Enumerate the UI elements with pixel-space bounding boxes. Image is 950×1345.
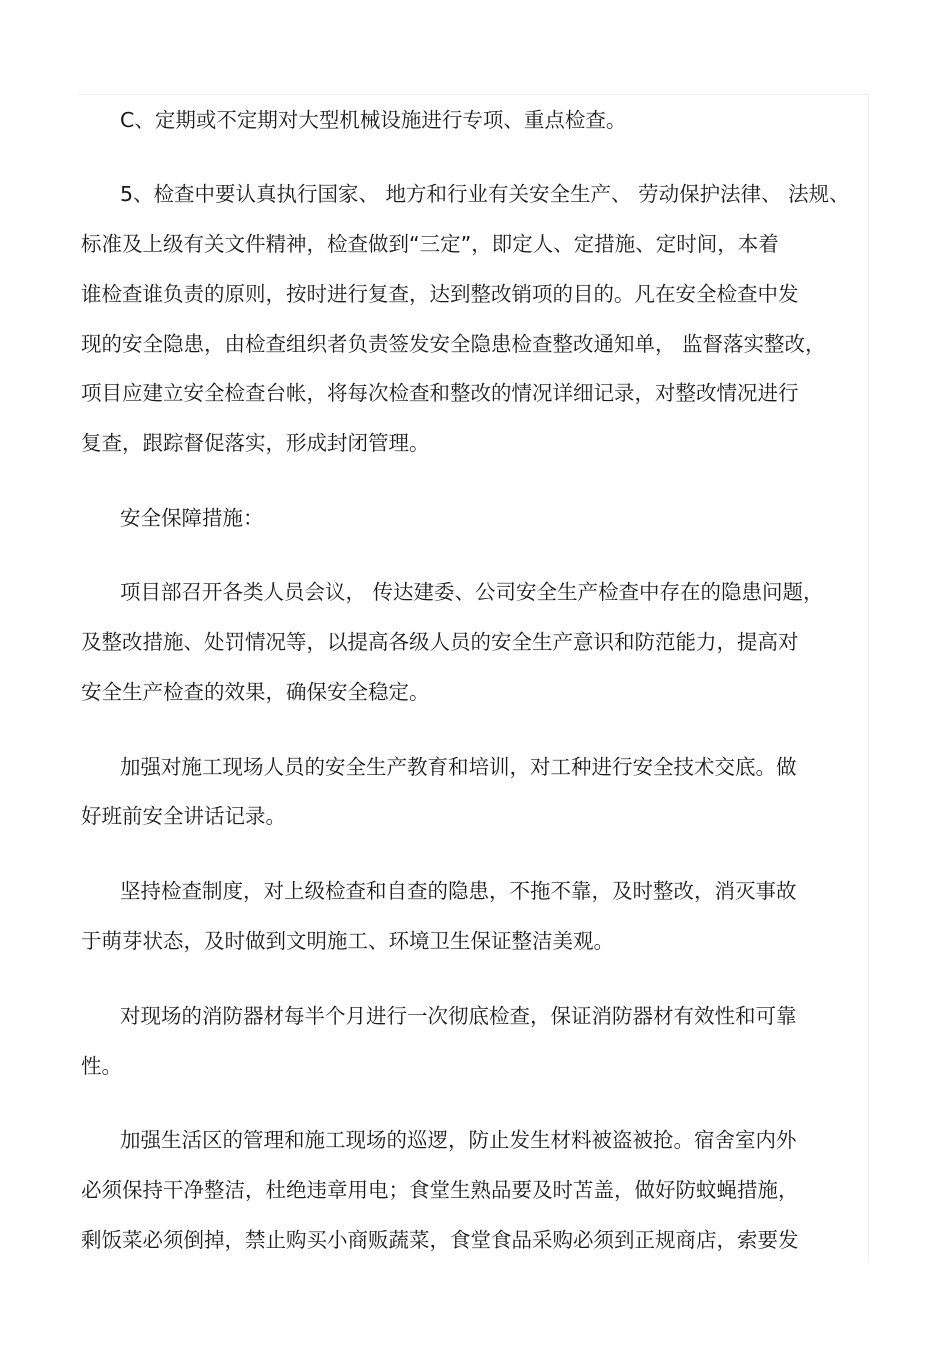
text-line: 必须保持干净整洁，杜绝违章用电；食堂生熟品要及时苫盖，做好防蚊蝇措施， [81, 1178, 799, 1202]
text-line: 对现场的消防器材每半个月进行一次彻底检查，保证消防器材有效性和可靠 [120, 1004, 797, 1028]
text-line: 于萌芽状态，及时做到文明施工、环境卫生保证整洁美观。 [81, 929, 614, 953]
section-heading: 安全保障措施： [120, 506, 264, 530]
text-line: 现的安全隐患，由检查组织者负责签发安全隐患检查整改通知单， 监督落实整改， [81, 332, 826, 356]
text-line: 加强对施工现场人员的安全生产教育和培训，对工种进行安全技术交底。做 [120, 755, 797, 779]
text-line: 项目应建立安全检查台帐，将每次检查和整改的情况详细记录，对整改情况进行 [81, 381, 799, 405]
text-line: 标准及上级有关文件精神，检查做到“三定”，即定人、定措施、定时间，本着 [81, 232, 779, 256]
text-line: 剩饭菜必须倒掉，禁止购买小商贩蔬菜，食堂食品采购必须到正规商店，索要发 [81, 1228, 799, 1252]
text-line: 加强生活区的管理和施工现场的巡逻，防止发生材料被盗被抢。宿舍室内外 [120, 1128, 797, 1152]
text-line: 及整改措施、处罚情况等，以提高各级人员的安全生产意识和防范能力，提高对 [81, 630, 799, 654]
text-line: 复查，跟踪督促落实，形成封闭管理。 [81, 431, 430, 455]
text-line: 谁检查谁负责的原则，按时进行复查，达到整改销项的目的。凡在安全检查中发 [81, 282, 799, 306]
text-line: 项目部召开各类人员会议， 传达建委、公司安全生产检查中存在的隐患问题， [120, 580, 824, 604]
text-line: 5、检查中要认真执行国家、 地方和行业有关安全生产、 劳动保护法律、 法规、 [120, 182, 850, 206]
text-line: 坚持检查制度，对上级检查和自查的隐患，不拖不靠，及时整改，消灭事故 [120, 879, 797, 903]
text-line: 性。 [81, 1054, 122, 1078]
text-line: C、定期或不定期对大型机械设施进行专项、重点检查。 [120, 108, 627, 132]
text-line: 安全生产检查的效果，确保安全稳定。 [81, 680, 430, 704]
text-line: 好班前安全讲话记录。 [81, 804, 286, 828]
page-border [79, 94, 869, 1262]
